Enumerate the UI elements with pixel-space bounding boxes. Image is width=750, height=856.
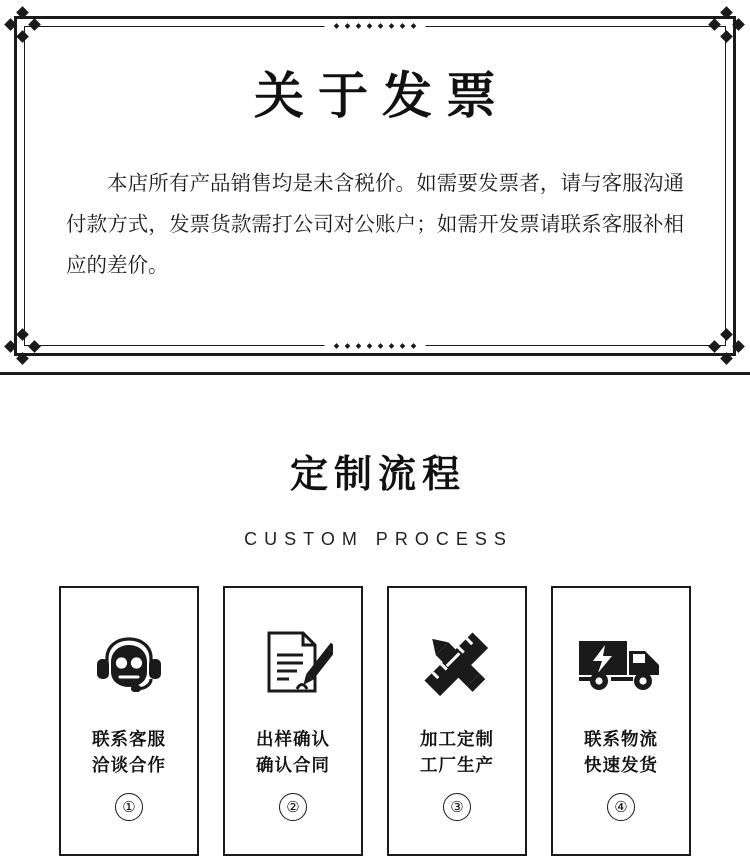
divider-dots-top-icon — [325, 20, 426, 32]
delivery-truck-icon — [575, 622, 667, 708]
invoice-body-text: 本店所有产品销售均是未含税价。如需要发票者，请与客服沟通付款方式，发票货款需打公司对公账户；如需开发票请联系客服补相应的差价。 — [66, 172, 684, 277]
corner-diamond-top-right-icon — [710, 8, 744, 42]
process-step-label-line1: 联系物流 — [584, 729, 658, 750]
pencil-ruler-icon — [415, 622, 499, 708]
process-step-number: ③ — [443, 793, 471, 821]
process-step-card — [59, 586, 199, 856]
process-step-label-line2: 快速发货 — [584, 755, 658, 776]
invoice-title: 关于发票 — [254, 68, 510, 124]
corner-diamond-top-left-icon — [6, 8, 40, 42]
process-step-label-line1: 联系客服 — [92, 729, 166, 750]
process-step-label — [420, 726, 494, 779]
process-step-number: ④ — [607, 793, 635, 821]
process-step-label-line2: 洽谈合作 — [92, 755, 166, 776]
process-step-card — [551, 586, 691, 856]
process-step-number: ① — [115, 793, 143, 821]
custom-process-section — [0, 375, 750, 850]
process-subtitle: CUSTOM PROCESS — [244, 529, 513, 550]
process-step-number: ② — [279, 793, 307, 821]
process-step-list — [0, 586, 750, 856]
invoice-content — [60, 50, 690, 307]
process-step-label — [256, 726, 330, 779]
process-step-card — [223, 586, 363, 856]
headset-support-icon — [89, 622, 169, 708]
process-step-label-line2: 确认合同 — [256, 755, 330, 776]
process-step-label — [92, 726, 166, 779]
process-step-label — [584, 726, 658, 779]
divider-dots-bottom-icon — [325, 340, 426, 352]
process-step-label-line1: 出样确认 — [256, 729, 330, 750]
process-step-card — [387, 586, 527, 856]
process-title: 定制流程 — [289, 453, 466, 496]
process-step-label-line1: 加工定制 — [420, 729, 494, 750]
corner-diamond-bottom-right-icon — [710, 330, 744, 364]
process-step-label-line2: 工厂生产 — [420, 755, 494, 776]
contract-signing-icon — [253, 622, 333, 708]
invoice-panel — [0, 0, 750, 372]
corner-diamond-bottom-left-icon — [6, 330, 40, 364]
